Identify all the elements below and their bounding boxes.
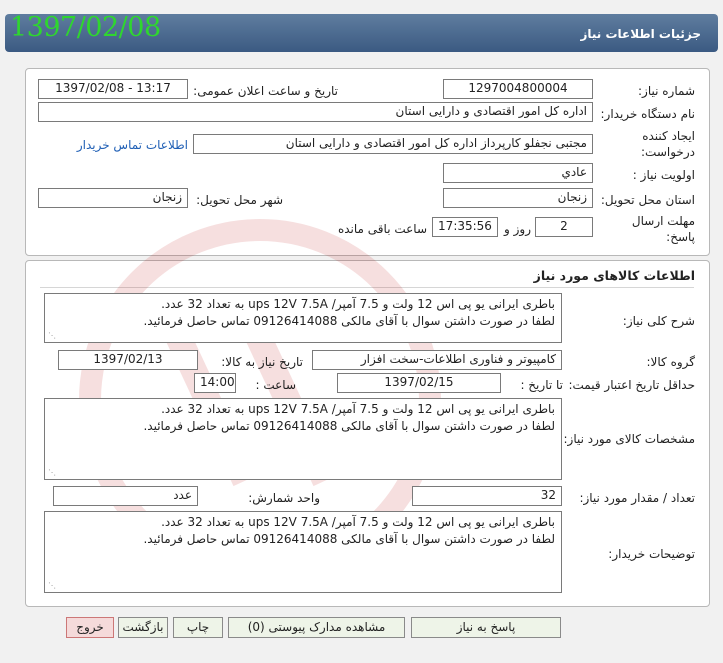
buyer-org-field: اداره کل امور اقتصادی و دارایی استان <box>38 102 593 122</box>
announce-datetime-field: 1397/02/08 - 13:17 <box>38 79 188 99</box>
buyer-notes-line: لطفا در صورت داشتن سوال با آقای مالکی 09126414088 تماس حاصل فرمائید. <box>143 532 555 546</box>
creator-label-1: ایجاد کننده <box>642 129 695 143</box>
need-number-field: 1297004800004 <box>443 79 593 99</box>
goods-group-field: کامپیوتر و فناوری اطلاعات-سخت افزار <box>312 350 562 370</box>
priority-field: عادي <box>443 163 593 183</box>
buyer-notes-label: توضیحات خریدار: <box>608 547 695 561</box>
reply-button[interactable]: پاسخ به نیاز <box>411 617 561 638</box>
unit-label: واحد شمارش: <box>248 491 320 505</box>
resize-grip-icon[interactable]: ⋰ <box>48 331 56 340</box>
days-unit-label: روز و <box>504 222 531 236</box>
announce-datetime-label: تاریخ و ساعت اعلان عمومی: <box>193 84 338 98</box>
deadline-label-2: پاسخ: <box>666 230 695 244</box>
time-left-label: ساعت باقی مانده <box>337 222 427 236</box>
need-date-field: 1397/02/13 <box>58 350 198 370</box>
general-desc-line: لطفا در صورت داشتن سوال با آقای مالکی 09126414088 تماس حاصل فرمائید. <box>143 314 555 328</box>
creator-field: مجتبی نجفلو کارپرداز اداره کل امور اقتصادی و دارایی استان <box>193 134 593 154</box>
quantity-label: تعداد / مقدار مورد نیاز: <box>579 491 695 505</box>
buyer-notes-textarea[interactable] <box>44 511 562 593</box>
deadline-label-1: مهلت ارسال <box>631 214 695 228</box>
resize-grip-icon[interactable]: ⋰ <box>48 581 56 590</box>
stamp-date: 1397/02/08 <box>10 12 161 43</box>
page-title: جزئیات اطلاعات نیاز <box>580 27 701 41</box>
province-label: استان محل تحویل: <box>600 193 695 207</box>
min-price-validity-label: حداقل تاریخ اعتبار قیمت: <box>568 378 695 392</box>
quantity-field: 32 <box>412 486 562 506</box>
exit-button[interactable]: خروج <box>66 617 114 638</box>
province-field: زنجان <box>443 188 593 208</box>
resize-grip-icon[interactable]: ⋰ <box>48 468 56 477</box>
priority-label: اولویت نیاز : <box>632 168 695 182</box>
city-label: شهر محل تحویل: <box>196 193 283 207</box>
goods-section-title: اطلاعات کالاهای مورد نیاز <box>533 268 695 283</box>
city-field: زنجان <box>38 188 188 208</box>
until-date-label: تا تاریخ : <box>520 378 563 392</box>
time-left-field: 17:35:56 <box>432 217 498 237</box>
hour-field: 14:00 <box>194 373 236 393</box>
creator-label-2: درخواست: <box>641 145 695 159</box>
buyer-org-label: نام دستگاه خریدار: <box>600 107 695 121</box>
print-button[interactable]: چاپ <box>173 617 223 638</box>
until-date-field: 1397/02/15 <box>337 373 501 393</box>
buyer-notes-line: باطری ایرانی یو پی اس 12 ولت و 7.5 آمپر/ ups 12V 7.5A به تعداد 32 عدد. <box>161 515 555 529</box>
deadline-days-field: 2 <box>535 217 593 237</box>
unit-field: عدد <box>53 486 198 506</box>
need-number-label: شماره نیاز: <box>638 84 695 98</box>
general-desc-textarea[interactable] <box>44 293 562 343</box>
spec-line: لطفا در صورت داشتن سوال با آقای مالکی 09126414088 تماس حاصل فرمائید. <box>143 419 555 433</box>
spec-textarea[interactable] <box>44 398 562 480</box>
buyer-contact-link[interactable]: اطلاعات تماس خریدار <box>76 138 188 152</box>
spec-label: مشخصات کالای مورد نیاز: <box>563 432 695 446</box>
general-desc-line: باطری ایرانی یو پی اس 12 ولت و 7.5 آمپر/ ups 12V 7.5A به تعداد 32 عدد. <box>161 297 555 311</box>
back-button[interactable]: بازگشت <box>118 617 168 638</box>
goods-group-label: گروه کالا: <box>646 355 695 369</box>
hour-label: ساعت : <box>255 378 296 392</box>
general-desc-label: شرح کلی نیاز: <box>622 314 695 328</box>
attachments-button[interactable]: مشاهده مدارک پیوستی (0) <box>228 617 405 638</box>
need-date-label: تاریخ نیاز به کالا: <box>221 355 303 369</box>
spec-line: باطری ایرانی یو پی اس 12 ولت و 7.5 آمپر/ ups 12V 7.5A به تعداد 32 عدد. <box>161 402 555 416</box>
